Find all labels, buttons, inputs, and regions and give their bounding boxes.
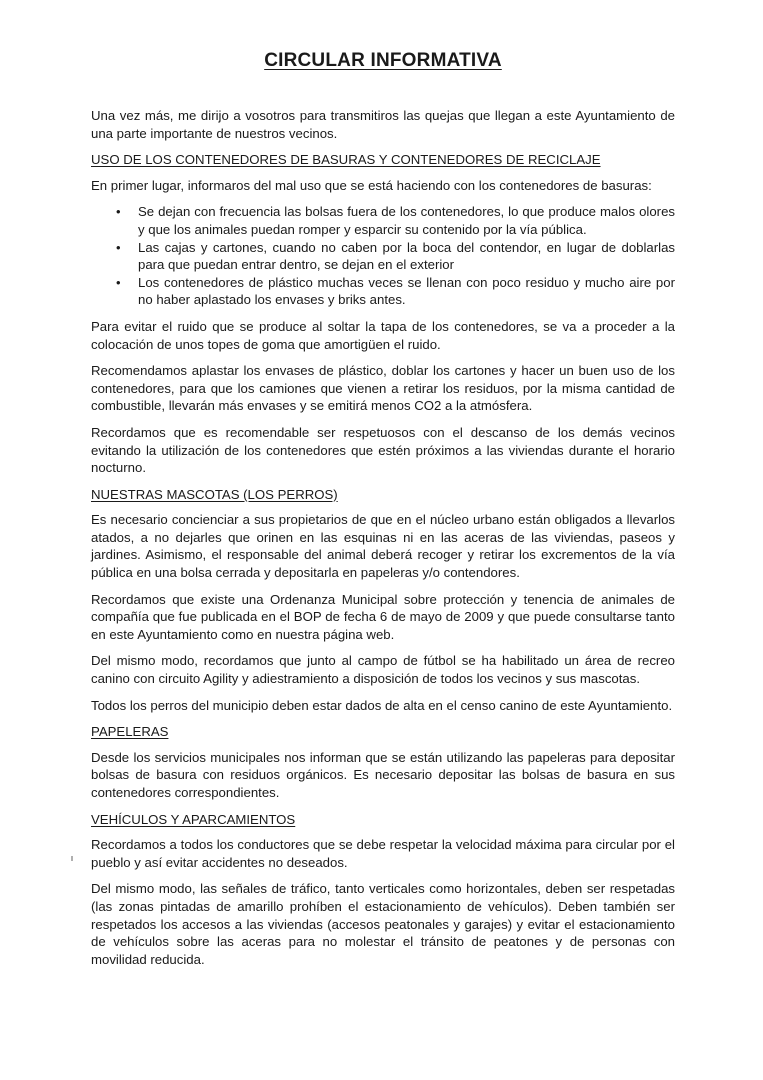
section-heading: PAPELERAS xyxy=(91,724,169,740)
document-page xyxy=(91,50,675,977)
bullet-list xyxy=(91,203,675,309)
paragraph: Del mismo modo, recordamos que junto al campo de fútbol se ha habilitado un área de recreo canino con circuito Agility y adiestramiento a disposición de todos los vecinos y sus mascotas. xyxy=(91,653,675,687)
list-item xyxy=(116,274,675,309)
section-vehicles xyxy=(91,811,675,969)
intro-paragraph: Una vez más, me dirijo a vosotros para transmitiros las quejas que llegan a este Ayuntamiento de una parte importante de nuestros vecinos. xyxy=(91,108,675,141)
paragraph: Para evitar el ruido que se produce al soltar la tapa de los contenedores, se va a proceder a la colocación de unos topes de goma que amortigüen el ruido. xyxy=(91,318,675,352)
paragraph: Recordamos que existe una Ordenanza Municipal sobre protección y tenencia de animales de compañía que fue publicada en el BOP de fecha 6 de mayo de 2009 y que puede consultarse tanto en este Ayuntamiento como en nuestra página web. xyxy=(91,591,675,642)
bullet-icon: • xyxy=(116,204,121,220)
paragraph: Todos los perros del municipio deben estar dados de alta en el censo canino de este Ayuntamiento. xyxy=(91,697,673,713)
paragraph: Recomendamos aplastar los envases de plástico, doblar los cartones y hacer un buen uso de los contenedores, para que los camiones que vienen a retirar los residuos, por la misma cantidad de combustible, llevarán más envases y se emitirá menos CO2 a la atmósfera. xyxy=(91,363,675,414)
list-item-text: Se dejan con frecuencia las bolsas fuera de los contenedores, lo que produce malos olores y que los animales puedan romper y esparcir su contenido por la vía pública. xyxy=(138,204,675,237)
section-containers xyxy=(91,151,675,477)
section-heading: NUESTRAS MASCOTAS (LOS PERROS) xyxy=(91,486,338,502)
paragraph: Recordamos que es recomendable ser respetuosos con el descanso de los demás vecinos evitando la utilización de los contenedores que estén próximos a las viviendas durante el horario nocturno. xyxy=(91,424,675,476)
bullet-icon: • xyxy=(116,274,121,290)
list-item-text: Las cajas y cartones, cuando no caben por la boca del contendor, en lugar de doblarlas para que puedan entrar dentro, se dejan en el exterior xyxy=(138,239,675,273)
list-item xyxy=(116,239,675,274)
bullet-icon: • xyxy=(116,239,121,255)
paragraph: Del mismo modo, las señales de tráfico, tanto verticales como horizontales, deben ser respetadas (las zonas pintadas de amarillo prohíben el estacionamiento de vehículos). Deben también ser respetados los accesos a las viviendas (accesos peatonales y garajes) y evitar el estacionamiento de vehículos sobre las aceras para no molestar el tránsito de peatones y de personas con movilidad reducida. xyxy=(91,881,675,967)
paragraph: Es necesario concienciar a sus propietarios de que en el núcleo urbano están obligados a llevarlos atados, a no dejarles que orinen en las esquinas ni en las aceras de las viviendas, paseos y jardines. Asimismo, el responsable del animal deberá recoger y retirar los excrementos de la vía pública en una bolsa cerrada y depositarla en papeleras y/o contendores. xyxy=(91,512,675,581)
section-heading: VEHÍCULOS Y APARCAMIENTOS xyxy=(91,811,296,827)
section-pets xyxy=(91,486,675,715)
list-item-text: Los contenedores de plástico muchas veces se llenan con poco residuo y mucho aire por no haber aplastado los envases y briks antes. xyxy=(138,274,675,308)
list-item xyxy=(116,203,675,238)
paragraph: Desde los servicios municipales nos informan que se están utilizando las papeleras para depositar bolsas de basura con residuos orgánicos. Es necesario depositar las bolsas de basura en sus contenedores correspondientes. xyxy=(91,749,675,800)
section-heading: USO DE LOS CONTENEDORES DE BASURAS Y CONTENEDORES DE RECICLAJE xyxy=(91,152,601,168)
section-lead: En primer lugar, informaros del mal uso que se está haciendo con los contenedores de basuras: xyxy=(91,177,652,193)
scan-speck xyxy=(71,856,73,861)
document-title: CIRCULAR INFORMATIVA xyxy=(264,50,502,71)
paragraph: Recordamos a todos los conductores que se debe respetar la velocidad máxima para circular por el pueblo y así evitar accidentes no deseados. xyxy=(91,837,675,870)
section-bins xyxy=(91,723,675,801)
